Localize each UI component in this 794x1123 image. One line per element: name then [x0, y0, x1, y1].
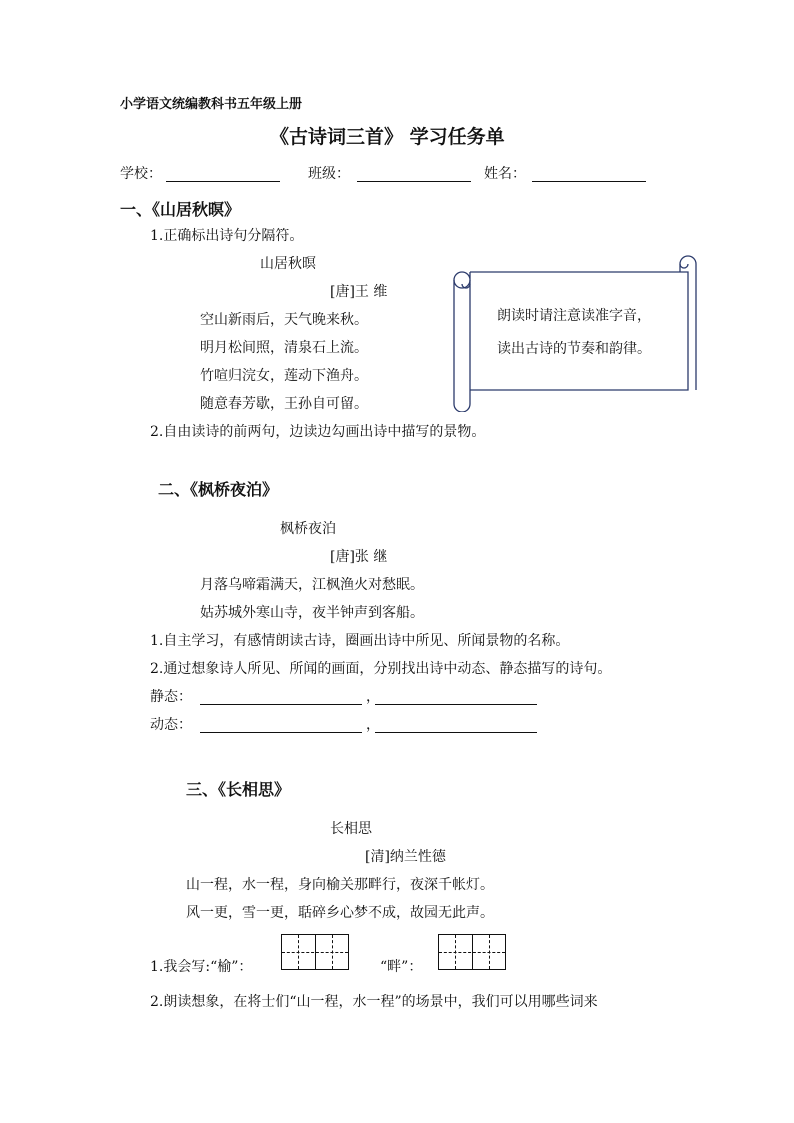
section1-task1: 1.正确标出诗句分隔符。: [150, 228, 304, 244]
scroll-note-shape: [448, 252, 702, 412]
section1-poem-line: 明月松间照，清泉石上流。: [200, 340, 368, 356]
section2-heading: 二、《枫桥夜泊》: [158, 480, 279, 499]
section2-poem-author: [唐]张 继: [330, 549, 388, 565]
scroll-note-line: 读出古诗的节奏和韵律。: [497, 341, 651, 357]
section2-poem-line: 月落乌啼霜满天，江枫渔火对愁眠。: [200, 577, 424, 593]
dynamic-comma: ，: [366, 717, 380, 733]
section2-task1: 1.自主学习，有感情朗读古诗，圈画出诗中所见、所闻景物的名称。: [150, 633, 570, 649]
section1-poem-line: 竹喧归浣女，莲动下渔舟。: [200, 368, 368, 384]
section3-task1-prefix: 1.我会写:“榆”：: [150, 959, 253, 975]
section3-poem-line: 风一更，雪一更，聒碎乡心梦不成，故园无此声。: [186, 905, 494, 921]
section3-task2: 2.朗读想象，在将士们“山一程，水一程”的场景中，我们可以用哪些词来: [150, 994, 598, 1010]
section1-task2: 2.自由读诗的前两句，边读边勾画出诗中描写的景物。: [150, 424, 486, 440]
section3-heading: 三、《长相思》: [186, 780, 291, 799]
dynamic-label: 动态：: [150, 717, 192, 733]
section1-poem-author: [唐]王 维: [330, 284, 388, 300]
dynamic-answer-field[interactable]: [200, 732, 362, 733]
section2-poem-line: 姑苏城外寒山寺，夜半钟声到客船。: [200, 605, 424, 621]
scroll-note-line: 朗读时请注意读准字音，: [497, 308, 651, 324]
section1-poem-title: 山居秋暝: [260, 256, 316, 272]
section2-poem-title: 枫桥夜泊: [280, 521, 336, 537]
class-label: 班级：: [308, 166, 350, 182]
textbook-subtitle: 小学语文统编教科书五年级上册: [120, 97, 303, 112]
writing-grid-pan[interactable]: [438, 934, 506, 970]
school-field[interactable]: [166, 181, 280, 182]
static-answer-field[interactable]: [200, 704, 362, 705]
writing-grid-yu[interactable]: [281, 934, 349, 970]
section3-poem-author: [清]纳兰性德: [365, 849, 446, 865]
section1-poem-line: 随意春芳歇，王孙自可留。: [200, 396, 368, 412]
page-title: 《古诗词三首》 学习任务单: [270, 126, 505, 148]
section1-heading: 一、《山居秋暝》: [120, 200, 241, 219]
section1-poem-line: 空山新雨后，天气晚来秋。: [200, 312, 368, 328]
static-label: 静态：: [150, 689, 192, 705]
section3-task1-word2: “畔”：: [380, 959, 423, 975]
section3-poem-title: 长相思: [330, 821, 372, 837]
class-field[interactable]: [357, 181, 471, 182]
static-comma: ，: [366, 689, 380, 705]
dynamic-answer-field[interactable]: [375, 732, 537, 733]
static-answer-field[interactable]: [375, 704, 537, 705]
section2-task2: 2.通过想象诗人所见、所闻的画面，分别找出诗中动态、静态描写的诗句。: [150, 661, 612, 677]
name-field[interactable]: [532, 181, 646, 182]
section3-poem-line: 山一程，水一程，身向榆关那畔行，夜深千帐灯。: [186, 877, 494, 893]
school-label: 学校：: [120, 166, 162, 182]
name-label: 姓名：: [484, 166, 526, 182]
